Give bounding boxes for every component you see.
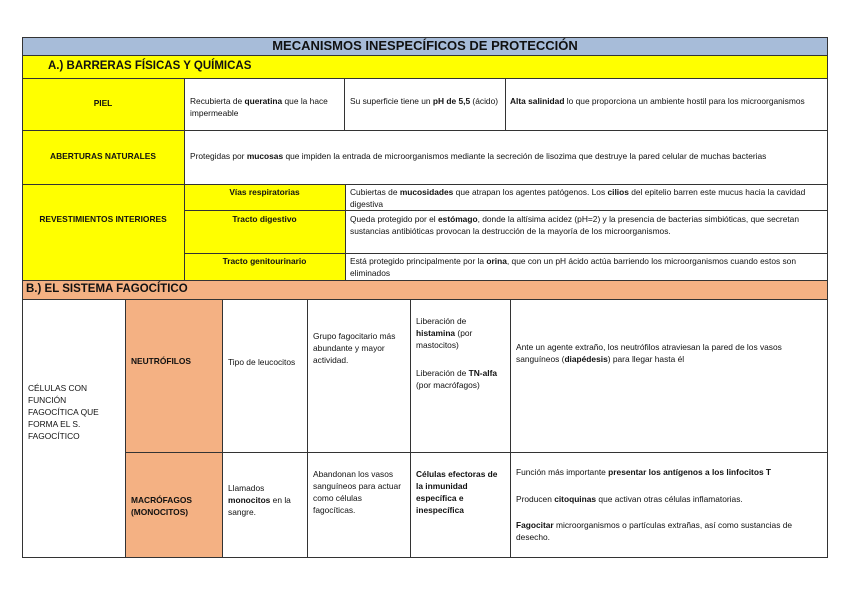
neutrofilos-label: NEUTRÓFILOS: [131, 356, 192, 366]
macrofagos-fagocitar-text: Fagocitar microorganismos o partículas extrañas, así como sustancias de desecho.: [516, 520, 793, 542]
cells-label: CÉLULAS CON FUNCIÓN FAGOCÍTICA QUE FORMA EL S. FAGOCÍTICO: [28, 383, 99, 441]
piel-queratina-text: Recubierta de queratina que la hace impermeable: [190, 96, 328, 118]
neutrofilos-diapedesis-text: Ante un agente extraño, los neutrófilos atraviesan la pared de los vasos sanguíneos (diapédesis) para llegar hasta él: [516, 342, 782, 364]
revestimientos-label: REVESTIMIENTOS INTERIORES: [39, 214, 167, 224]
piel-label: PIEL: [93, 98, 113, 108]
tracto-digestivo-label: Tracto digestivo: [232, 214, 297, 224]
vias-respiratorias-label: Vías respiratorias: [229, 187, 300, 197]
neutrofilos-tnalfa-text: Liberación de TN-alfa (por macrófagos): [416, 368, 498, 390]
aberturas-label: ABERTURAS NATURALES: [50, 151, 156, 161]
tracto-genitourinario-text: Está protegido principalmente por la orina, que con un pH ácido actúa barriendo los microorganismos cuando estos son eliminados: [350, 256, 796, 278]
macrofagos-antigenos-text: Función más importante presentar los antígenos a los linfocitos T: [516, 467, 772, 477]
macrofagos-citoquinas-text: Producen citoquinas que activan otras células inflamatorias.: [516, 494, 743, 504]
page-title: MECANISMOS INESPECÍFICOS DE PROTECCIÓN: [272, 38, 578, 53]
section-b-heading: B.) EL SISTEMA FAGOCÍTICO: [26, 283, 188, 295]
tracto-digestivo-text: Queda protegido por el estómago, donde la altísima acidez (pH=2) y la presencia de bacterias simbióticas, que secretan sustancias antibióticas provocan la destrucción de la mayoría de los microorganismos.: [350, 214, 800, 236]
piel-salinidad-text: Alta salinidad lo que proporciona un ambiente hostil para los microorganismos: [510, 96, 805, 106]
macrofagos-monocitos-text: Llamados monocitos en la sangre.: [228, 483, 291, 517]
macrofagos-efectoras-text: Células efectoras de la inmunidad específica e inespecífica: [416, 469, 498, 515]
macrofagos-label: MACRÓFAGOS (MONOCITOS): [131, 495, 192, 517]
piel-ph-text: Su superficie tiene un pH de 5,5 (ácido): [350, 96, 499, 106]
neutrofilos-tipo-text: Tipo de leucocitos: [228, 357, 296, 367]
vias-respiratorias-text: Cubiertas de mucosidades que atrapan los agentes patógenos. Los cilios del epitelio barren este mucus hacia la cavidad digestiva: [350, 187, 806, 209]
revestimientos-label-bg: [22, 184, 184, 280]
neutrofilos-label-bg: [125, 299, 222, 452]
section-a-heading: A.) BARRERAS FÍSICAS Y QUÍMICAS: [48, 60, 252, 72]
neutrofilos-grupo-text: Grupo fagocitario más abundante y mayor actividad.: [313, 331, 396, 365]
aberturas-text: Protegidas por mucosas que impiden la entrada de microorganismos mediante la secreción de lisozima que destruye la pared celular de muchas bacterias: [190, 151, 767, 161]
neutrofilos-histamina-text: Liberación de histamina (por mastocitos): [416, 316, 473, 350]
macrofagos-abandonan-text: Abandonan los vasos sanguíneos para actuar como células fagocíticas.: [313, 469, 401, 515]
tracto-genitourinario-label: Tracto genitourinario: [222, 256, 307, 266]
